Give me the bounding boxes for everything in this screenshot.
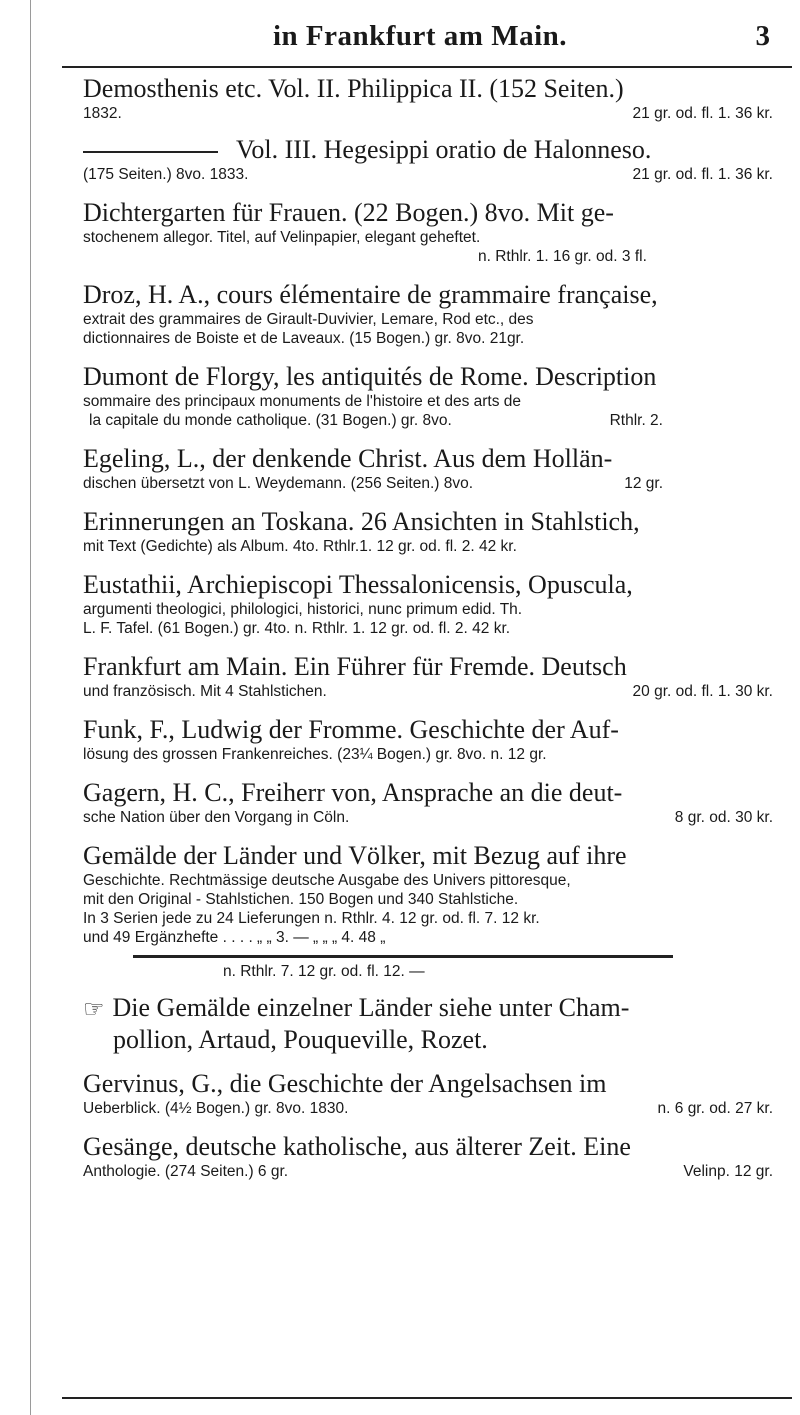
entry-detail: dictionnaires de Boiste et de Laveaux. (15 Bogen.) gr. 8vo. 21gr. — [83, 330, 525, 347]
entry-heading: Eustathii, Archiepiscopi Thessalonicensis, Opuscula, — [83, 570, 633, 599]
entry-detail: extrait des grammaires de Girault-Duvivier, Lemare, Rod etc., des — [83, 311, 534, 328]
entry-detail: Ueberblick. (4½ Bogen.) gr. 8vo. 1830. n. 6 gr. od. 27 kr. — [83, 1100, 773, 1118]
catalog-entry — [83, 1132, 773, 1181]
entry-price: n. Rthlr. 1. 16 gr. od. 3 fl. — [478, 248, 647, 265]
catalog-entry — [83, 507, 773, 556]
entry-detail: L. F. Tafel. (61 Bogen.) gr. 4to. n. Rthlr. 1. 12 gr. od. fl. 2. 42 kr. — [83, 620, 511, 637]
catalog-entry — [83, 198, 773, 266]
entry-detail: argumenti theologici, philologici, historici, nunc primum edid. Th. — [83, 601, 523, 618]
entry-detail: sche Nation über den Vorgang in Cöln. 8 gr. od. 30 kr. — [83, 809, 773, 826]
entry-detail: 1832. 21 gr. od. fl. 1. 36 kr. — [83, 105, 773, 122]
entry-detail: Anthologie. (274 Seiten.) 6 gr. Velinp. 12 gr. — [83, 1163, 773, 1181]
entry-heading: Dichtergarten für Frauen. (22 Bogen.) 8vo. Mit ge- — [83, 198, 614, 227]
catalog-entry — [83, 715, 773, 764]
sum-rule — [133, 955, 673, 958]
entry-detail: und französisch. Mit 4 Stahlstichen. 20 gr. od. fl. 1. 30 kr. — [83, 683, 773, 700]
entry-detail: sommaire des principaux monuments de l'histoire et des arts de — [83, 393, 522, 410]
catalog-entry — [83, 652, 773, 701]
catalog-entry — [83, 444, 773, 493]
entry-heading: Demosthenis etc. Vol. II. Philippica II. (152 Seiten.) — [83, 74, 624, 103]
catalog-entry — [83, 74, 773, 123]
entry-detail: lösung des grossen Frankenreiches. (23¼ Bogen.) gr. 8vo. n. 12 gr. — [83, 746, 547, 763]
entry-detail: Geschichte. Rechtmässige deutsche Ausgabe des Univers pittoresque, — [83, 872, 571, 889]
catalog-entry — [83, 570, 773, 638]
catalog-entry — [83, 135, 773, 184]
entry-heading: Dumont de Florgy, les antiquités de Rome. Description — [83, 362, 657, 391]
catalog-entry — [83, 1069, 773, 1118]
entry-detail: mit den Original - Stahlstichen. 150 Bogen und 340 Stahlstiche. — [83, 891, 519, 908]
catalog-entry — [83, 280, 773, 348]
running-title: in Frankfurt am Main. — [272, 20, 568, 52]
total-price: n. Rthlr. 7. 12 gr. od. fl. 12. — — [223, 963, 425, 980]
catalog-entry — [83, 362, 773, 430]
entry-detail: dischen übersetzt von L. Weydemann. (256 Seiten.) 8vo. 12 gr. — [83, 475, 663, 492]
entry-heading: Egeling, L., der denkende Christ. Aus dem Hollän- — [83, 444, 613, 473]
cross-reference: ☞ Die Gemälde einzelner Länder siehe unter Cham- pollion, Artaud, Pouqueville, Rozet. — [83, 993, 630, 1055]
ditto-dash — [83, 151, 218, 153]
catalog-entry — [83, 778, 773, 827]
entry-heading: Droz, H. A., cours élémentaire de grammaire française, — [83, 280, 658, 309]
entry-heading: Frankfurt am Main. Ein Führer für Fremde. Deutsch — [83, 652, 627, 681]
entry-detail: (175 Seiten.) 8vo. 1833. 21 gr. od. fl. 1. 36 kr. — [83, 166, 773, 183]
entry-heading: Erinnerungen an Toskana. 26 Ansichten in Stahlstich, — [83, 507, 640, 536]
entry-detail: mit Text (Gedichte) als Album. 4to. Rthlr.1. 12 gr. od. fl. 2. 42 kr. — [83, 538, 517, 555]
catalog-entry — [83, 841, 773, 947]
entry-heading: Vol. III. Hegesippi oratio de Halonneso. — [83, 135, 773, 165]
page-edge-rule — [30, 0, 31, 1415]
entry-detail: la capitale du monde catholique. (31 Bogen.) gr. 8vo. Rthlr. 2. — [89, 412, 663, 429]
entry-heading: Gemälde der Länder und Völker, mit Bezug auf ihre — [83, 841, 627, 870]
footer-rule — [62, 1397, 792, 1399]
entry-heading: Gervinus, G., die Geschichte der Angelsachsen im — [83, 1069, 607, 1099]
pointing-hand-icon: ☞ — [83, 997, 105, 1024]
entry-heading: Gesänge, deutsche katholische, aus älterer Zeit. Eine — [83, 1132, 631, 1162]
header-rule — [62, 66, 792, 68]
entry-detail: In 3 Serien jede zu 24 Lieferungen n. Rthlr. 4. 12 gr. od. fl. 7. 12 kr. — [83, 910, 540, 927]
entry-heading: Gagern, H. C., Freiherr von, Ansprache an die deut- — [83, 778, 623, 807]
entry-detail: stochenem allegor. Titel, auf Velinpapier, elegant geheftet. — [83, 229, 481, 246]
entry-detail: und 49 Ergänzhefte . . . . „ „ 3. — „ „ „ 4. 48 „ — [83, 929, 386, 946]
page-number: 3 — [755, 20, 770, 52]
catalog-entries — [83, 74, 773, 1181]
entry-heading: Funk, F., Ludwig der Fromme. Geschichte der Auf- — [83, 715, 619, 744]
page-header — [60, 20, 780, 60]
